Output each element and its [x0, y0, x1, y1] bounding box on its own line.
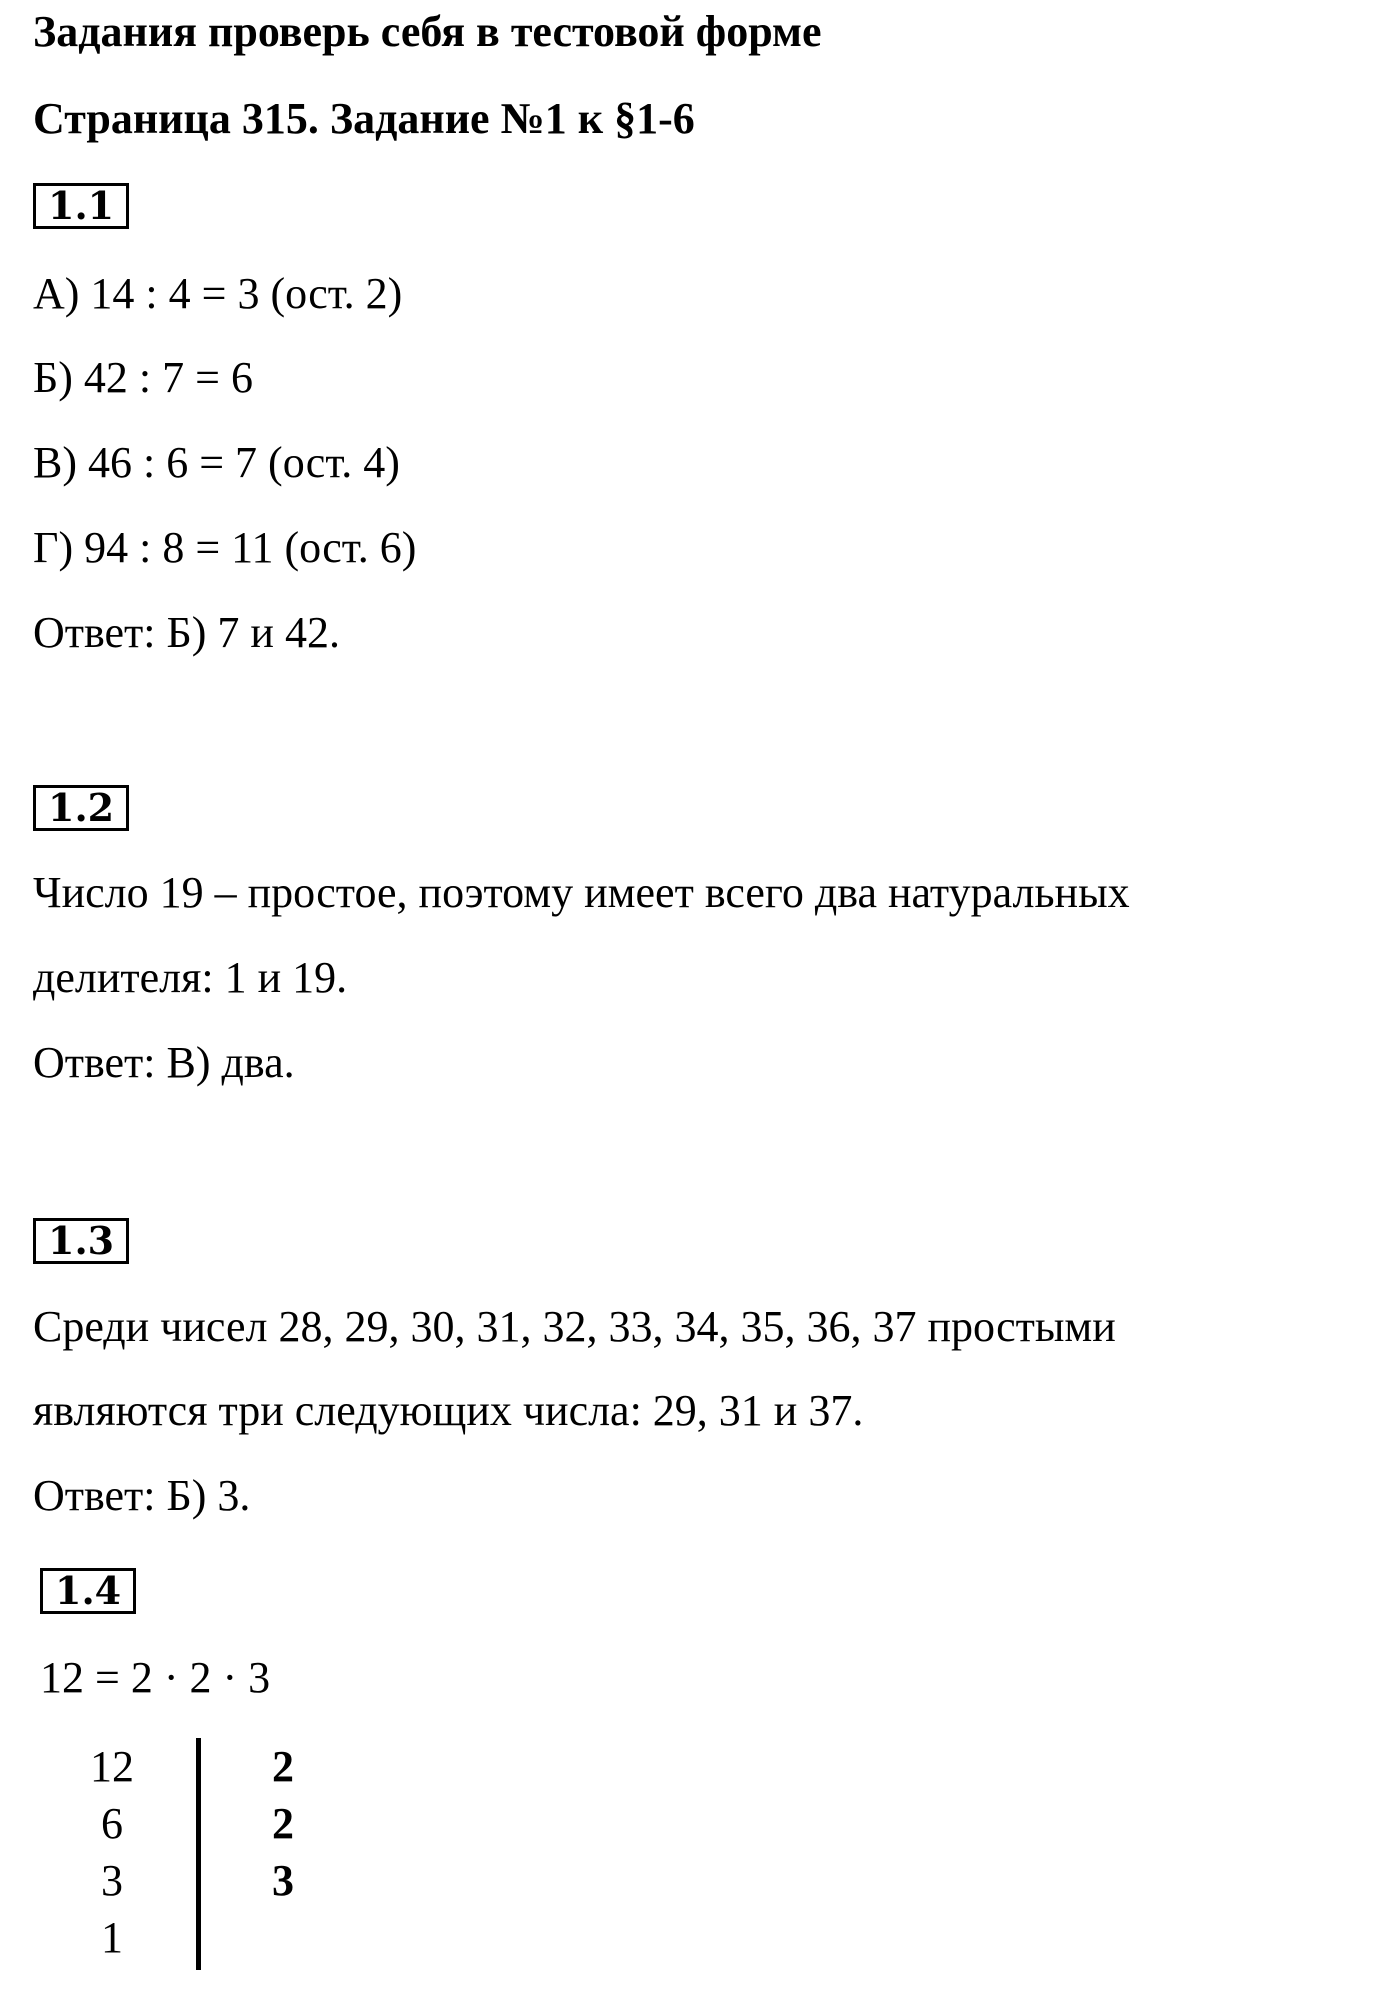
factor-number: 12 — [90, 1742, 134, 1791]
page-subtitle: Страница 315. Задание №1 к §1-6 — [33, 94, 695, 143]
task-1-2-label: 1.2 — [33, 785, 129, 831]
factor-number: 3 — [101, 1856, 123, 1905]
task-1-1-line-b: Б) 42 : 7 = 6 — [33, 353, 253, 402]
task-1-1-line-g: Г) 94 : 8 = 11 (ост. 6) — [33, 523, 417, 572]
factor-divisor: 2 — [272, 1742, 294, 1791]
task-1-1-line-v: В) 46 : 6 = 7 (ост. 4) — [33, 438, 400, 487]
page-title: Задания проверь себя в тестовой форме — [33, 7, 822, 56]
task-1-4-equation: 12 = 2 · 2 · 3 — [40, 1653, 271, 1702]
task-1-2-line-2: делителя: 1 и 19. — [33, 953, 348, 1002]
task-1-1-answer: Ответ: Б) 7 и 42. — [33, 608, 340, 657]
task-1-1-line-a: А) 14 : 4 = 3 (ост. 2) — [33, 269, 403, 318]
factorization-divider-line — [196, 1738, 201, 1970]
task-1-4-label: 1.4 — [40, 1568, 136, 1614]
task-1-3-answer: Ответ: Б) 3. — [33, 1471, 251, 1520]
task-1-1-label: 1.1 — [33, 183, 129, 229]
task-1-3-label: 1.3 — [33, 1218, 129, 1264]
task-1-3-line-2: являются три следующих числа: 29, 31 и 37. — [33, 1386, 864, 1435]
factor-number: 6 — [101, 1799, 123, 1848]
factor-divisor: 2 — [272, 1799, 294, 1848]
task-1-3-line-1: Среди чисел 28, 29, 30, 31, 32, 33, 34, 35, 36, 37 простыми — [33, 1302, 1116, 1351]
factor-divisor: 3 — [272, 1856, 294, 1905]
factor-number: 1 — [101, 1913, 123, 1962]
task-1-2-line-1: Число 19 – простое, поэтому имеет всего два натуральных — [33, 868, 1130, 917]
task-1-2-answer: Ответ: В) два. — [33, 1038, 295, 1087]
